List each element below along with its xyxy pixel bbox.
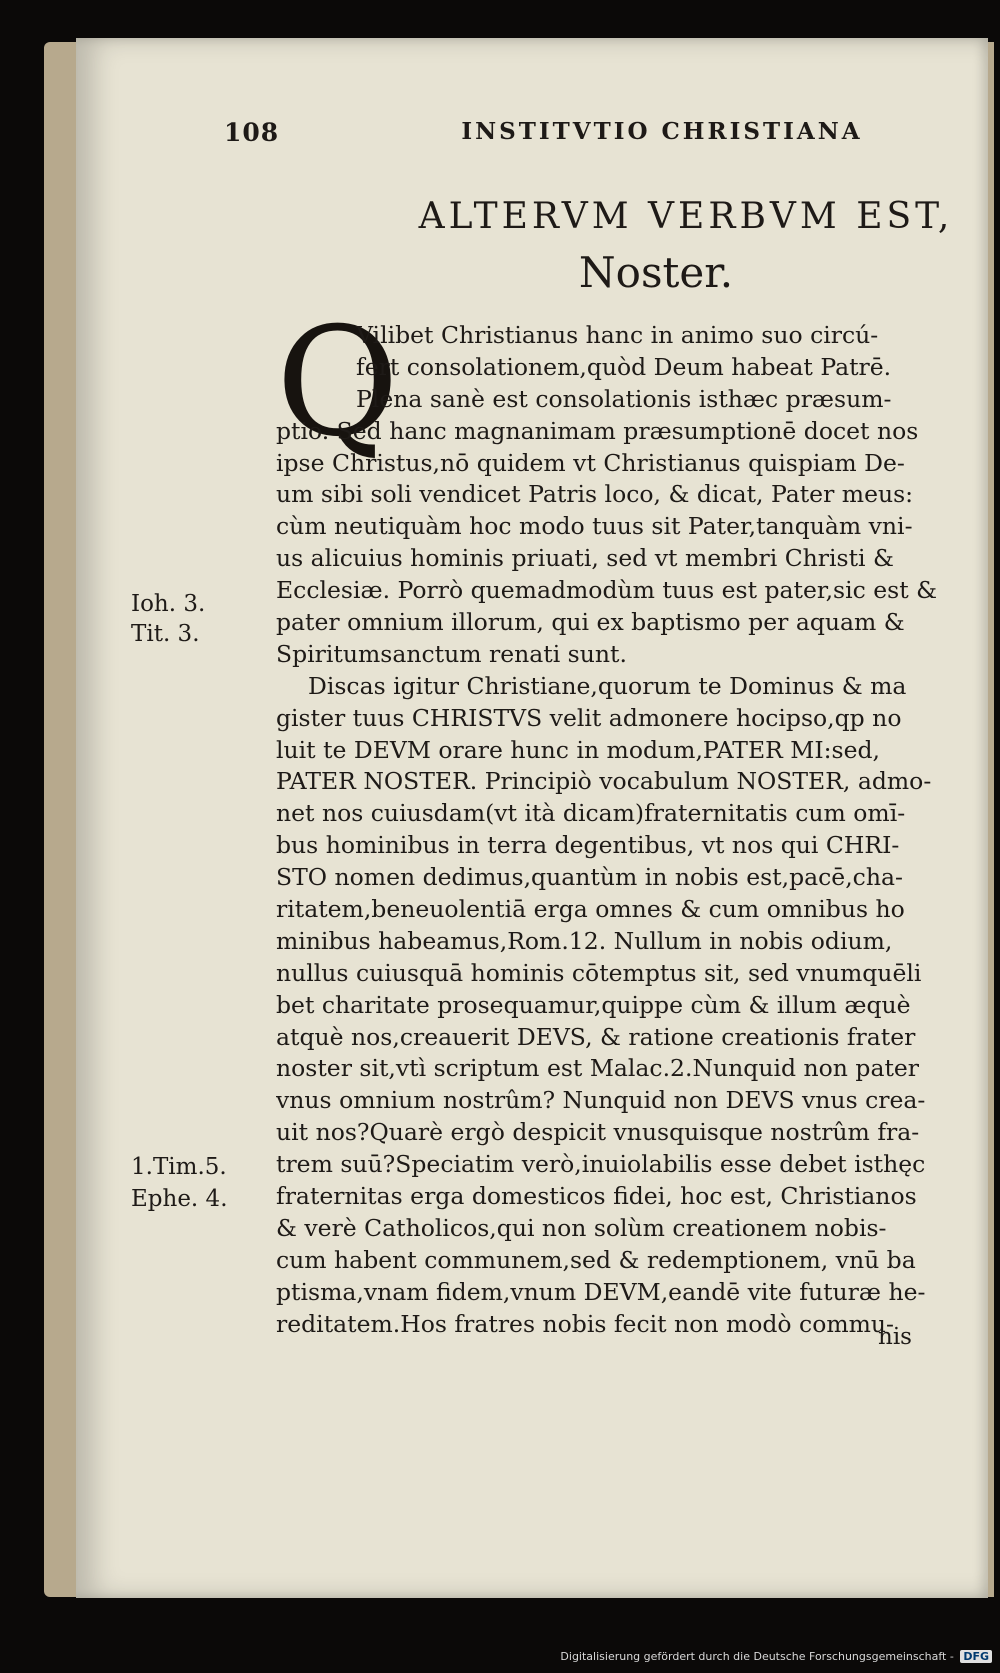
credit-text: Digitalisierung gefördert durch die Deutsche Forschungsgemeinschaft -: [560, 1650, 954, 1663]
text-line: Discas igitur Christiane,quorum te Dominus & ma: [308, 671, 907, 700]
section-subtitle: Noster.: [578, 248, 734, 297]
text-line: trem suū?Speciatim verò,inuiolabilis esse debet isthęc: [276, 1150, 926, 1179]
text-line: & verè Catholicos,qui non solùm creationem nobis-: [276, 1213, 887, 1242]
text-line: nullus cuiusquā hominis cōtemptus sit, sed vnumquēli: [276, 958, 922, 987]
text-line: reditatem.Hos fratres nobis fecit non modò commu-: [276, 1309, 894, 1338]
catchword: nis: [878, 1324, 912, 1350]
body-text: [276, 296, 966, 1341]
dropcap-initial: Q: [276, 296, 399, 470]
text-line: uit nos?Quarè ergò despicit vnusquisque nostrûm fra-: [276, 1118, 920, 1147]
text-line: pater omnium illorum, qui ex baptismo per aquam &: [276, 608, 905, 637]
text-line: STO nomen dedimus,quantùm in nobis est,pacē,cha-: [276, 863, 903, 892]
text-line: fert consolationem,quòd Deum habeat Patrē.: [356, 352, 892, 381]
text-line: Vilibet Christianus hanc in animo suo circú-: [356, 321, 879, 349]
text-line: Spiritumsanctum renati sunt.: [276, 639, 627, 668]
text-line: um sibi soli vendicet Patris loco, & dicat, Pater meus:: [276, 480, 914, 509]
text-line: ipse Christus,nō quidem vt Christianus quispiam De-: [276, 448, 905, 477]
text-line: bus hominibus in terra degentibus, vt nos qui CHRI-: [276, 831, 900, 860]
text-line: PATER NOSTER. Principiò vocabulum NOSTER, admo-: [276, 767, 932, 796]
text-line: luit te DEVM orare hunc in modum,PATER MI:sed,: [276, 735, 881, 764]
dfg-logo: DFG: [960, 1650, 992, 1663]
text-line: cum habent communem,sed & redemptionem, vnū ba: [276, 1245, 916, 1274]
book-page: [76, 38, 988, 1598]
text-line: gister tuus CHRISTVS velit admonere hocipso,qp no: [276, 703, 902, 732]
text-line: ritatem,beneuolentiā erga omnes & cum omnibus ho: [276, 895, 905, 924]
text-line: ptisma,vnam fidem,vnum DEVM,eandē vite futuræ he-: [276, 1277, 926, 1306]
text-line: ptio. Sed hanc magnanimam præsumptionē docet nos: [276, 416, 919, 445]
page-number: 108: [224, 118, 280, 147]
section-title: ALTERVM VERBVM EST,: [418, 196, 954, 237]
text-line: Plena sanè est consolationis isthæc præsum-: [356, 384, 892, 413]
text-line: net nos cuiusdam(vt ità dicam)fraternitatis cum omī-: [276, 799, 906, 828]
margin-note: 1.Tim.5.: [131, 1154, 227, 1180]
text-line: Ecclesiæ. Porrò quemadmodùm tuus est pater,sic est &: [276, 576, 938, 605]
margin-note: Tit. 3.: [131, 621, 200, 647]
text-line: bet charitate prosequamur,quippe cùm & illum æquè: [276, 990, 911, 1019]
digitization-credit: [560, 1650, 992, 1663]
margin-note: Ephe. 4.: [131, 1186, 228, 1212]
text-line: fraternitas erga domesticos fidei, hoc est, Christianos: [276, 1182, 917, 1211]
text-line: cùm neutiquàm hoc modo tuus sit Pater,tanquàm vni-: [276, 512, 913, 541]
text-line: vnus omnium nostrûm? Nunquid non DEVS vnus crea-: [276, 1086, 926, 1115]
text-line: noster sit,vtì scriptum est Malac.2.Nunquid non pater: [276, 1054, 920, 1083]
text-line: us alicuius hominis priuati, sed vt membri Christi &: [276, 544, 894, 573]
text-line: atquè nos,creauerit DEVS, & ratione creationis frater: [276, 1022, 916, 1051]
text-line: minibus habeamus,Rom.12. Nullum in nobis odium,: [276, 926, 893, 955]
running-head: INSTITVTIO CHRISTIANA: [461, 118, 863, 145]
margin-note: Ioh. 3.: [131, 591, 206, 617]
